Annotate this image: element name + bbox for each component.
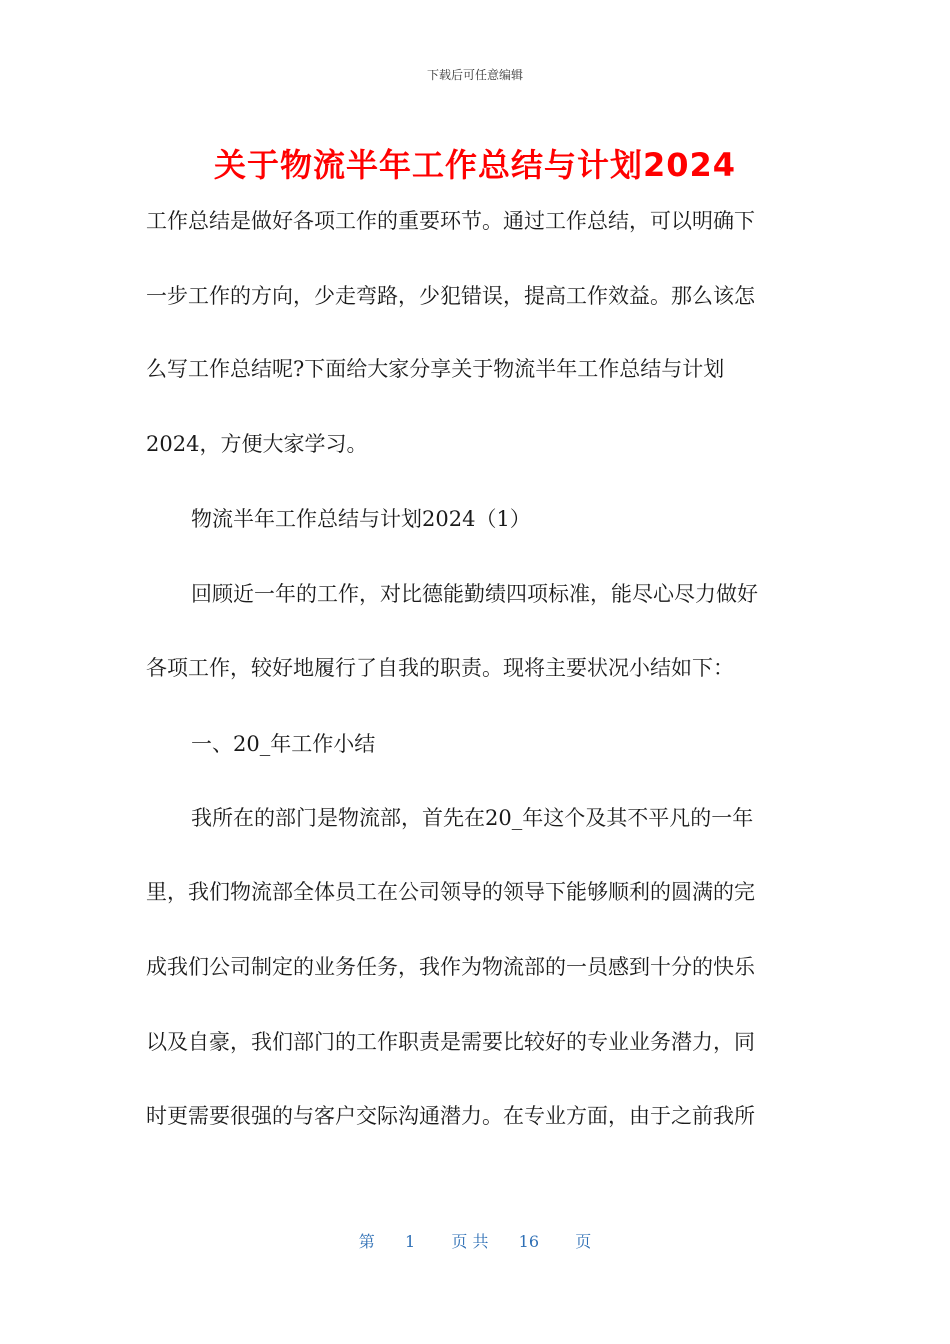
subsection-heading: 一、20_年工作小结 xyxy=(191,732,376,756)
paragraph-line: 我所在的部门是物流部，首先在20_年这个及其不平凡的一年 xyxy=(191,806,754,830)
footer-page-number: 1 xyxy=(404,1232,416,1251)
paragraph-line: 2024，方便大家学习。 xyxy=(146,432,368,456)
document-title: 关于物流半年工作总结与计划2024 xyxy=(213,146,737,184)
paragraph-line: 工作总结是做好各项工作的重要环节。通过工作总结，可以明确下 xyxy=(146,209,755,233)
paragraph-line: 回顾近一年的工作，对比德能勤绩四项标准，能尽心尽力做好 xyxy=(191,582,758,606)
paragraph-line: 成我们公司制定的业务任务，我作为物流部的一员感到十分的快乐 xyxy=(146,955,755,979)
footer-page-middle: 页 共 xyxy=(451,1232,489,1251)
footer-page-prefix: 第 xyxy=(358,1232,375,1251)
footer-total-pages: 16 xyxy=(518,1232,539,1251)
paragraph-line: 时更需要很强的与客户交际沟通潜力。在专业方面，由于之前我所 xyxy=(146,1104,755,1128)
paragraph-line: 一步工作的方向，少走弯路，少犯错误，提高工作效益。那么该怎 xyxy=(146,284,755,308)
paragraph-line: 么写工作总结呢?下面给大家分享关于物流半年工作总结与计划 xyxy=(146,357,725,381)
paragraph-line: 各项工作，较好地履行了自我的职责。现将主要状况小结如下： xyxy=(146,656,734,680)
page-footer xyxy=(0,1229,950,1252)
paragraph-line: 以及自豪，我们部门的工作职责是需要比较好的专业业务潜力，同 xyxy=(146,1030,755,1054)
footer-page-suffix: 页 xyxy=(575,1232,592,1251)
header-note: 下载后可任意编辑 xyxy=(426,68,523,82)
paragraph-line: 里，我们物流部全体员工在公司领导的领导下能够顺利的圆满的完 xyxy=(146,880,755,904)
section-heading: 物流半年工作总结与计划2024（1） xyxy=(191,507,531,531)
